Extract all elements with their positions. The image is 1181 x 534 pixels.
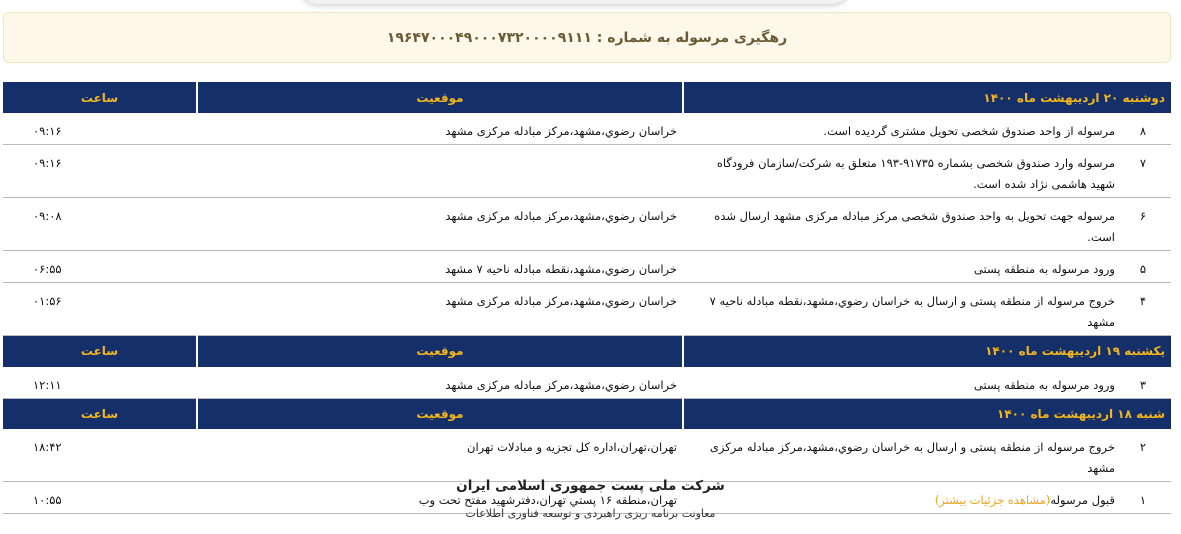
event-time: ۱۰:۵۵ (3, 482, 197, 514)
event-description: ورود مرسوله به منطقه پستی (973, 377, 1115, 392)
event-description-wrap (695, 437, 1115, 479)
event-row (3, 251, 1171, 283)
event-row (3, 429, 1171, 482)
footer-company-name: شرکت ملی پست جمهوری اسلامی ایران (456, 478, 725, 494)
event-description: مرسوله وارد صندوق شخصی بشماره ۹۱۷۳۵-۱۹۳ متعلق به شرکت/سازمان فرودگاه شهید هاشمی نژاد شده است. (716, 156, 1115, 191)
location-column-header: موقعیت (197, 398, 683, 429)
event-description-cell (683, 145, 1171, 198)
day-date: شنبه ۱۸ اردیبهشت ماه ۱۴۰۰ (683, 398, 1171, 429)
event-row (3, 283, 1171, 336)
event-location: خراسان رضوي،مشهد،مرکز مبادله مرکزی مشهد (197, 198, 683, 251)
tracking-table (3, 82, 1171, 514)
event-number: ۱ (1139, 493, 1147, 507)
event-description: مرسوله جهت تحویل به واحد صندوق شخصی مرکز مبادله مرکزی مشهد ارسال شده است. (714, 209, 1115, 244)
event-description-cell (683, 429, 1171, 482)
tracking-title: رهگیری مرسوله به شماره : ۱۹۶۴۷۰۰۰۴۹۰۰۰۷۳۲۰۰۰۰۹۱۱۱ (386, 29, 788, 46)
event-time: ۰۹:۱۶ (3, 145, 197, 198)
event-time: ۱۲:۱۱ (3, 367, 197, 399)
event-location (197, 145, 683, 198)
event-location: تهران،تهران،اداره کل تجزیه و مبادلات تهران (197, 429, 683, 482)
event-description-wrap (695, 153, 1115, 195)
event-description: خروج مرسوله از منطقه پستی و ارسال به خراسان رضوي،مشهد،مرکز مبادله مرکزی مشهد (709, 440, 1115, 475)
event-description-cell (683, 251, 1171, 283)
event-description-wrap (695, 291, 1115, 333)
event-row (3, 367, 1171, 399)
day-date: یکشنبه ۱۹ اردیبهشت ماه ۱۴۰۰ (683, 336, 1171, 367)
event-row (3, 113, 1171, 145)
time-column-header: ساعت (80, 90, 119, 105)
event-row (3, 145, 1171, 198)
footer-department: معاونت برنامه ریزی راهبردی و توسعه فناوری اطلاعات (465, 507, 716, 520)
day-date: دوشنبه ۲۰ اردیبهشت ماه ۱۴۰۰ (683, 82, 1171, 113)
tracking-table-container (3, 82, 1171, 514)
event-row (3, 198, 1171, 251)
tracking-header (3, 12, 1171, 63)
event-location: خراسان رضوي،مشهد،مرکز مبادله مرکزی مشهد (197, 283, 683, 336)
day-header-row (3, 336, 1171, 367)
event-number: ۲ (1139, 440, 1147, 454)
event-time: ۰۹:۰۸ (3, 198, 197, 251)
location-column-header: موقعیت (197, 82, 683, 113)
event-location: خراسان رضوي،مشهد،مرکز مبادله مرکزی مشهد (197, 367, 683, 399)
event-description-wrap (695, 375, 1115, 396)
location-column-header: موقعیت (197, 336, 683, 367)
event-description: قبول مرسوله (1050, 493, 1115, 507)
event-description-wrap (695, 259, 1115, 280)
event-number: ۶ (1139, 209, 1147, 223)
event-description: خروج مرسوله از منطقه پستی و ارسال به خراسان رضوي،مشهد،نقطه مبادله ناحیه ۷ مشهد (709, 294, 1115, 329)
event-number: ۴ (1139, 294, 1147, 308)
more-details-link[interactable]: (مشاهده جزئیات بیشتر) (934, 493, 1051, 507)
event-description: ورود مرسوله به منطقه پستی (973, 262, 1115, 276)
event-description: مرسوله از واحد صندوق شخصی تحویل مشتری گردیده است. (823, 124, 1115, 138)
event-number: ۷ (1139, 156, 1147, 170)
event-description-cell (683, 367, 1171, 399)
event-description-cell (683, 113, 1171, 145)
event-time: ۰۶:۵۵ (3, 251, 197, 283)
event-location: خراسان رضوي،مشهد،مرکز مبادله مرکزی مشهد (197, 113, 683, 145)
event-time: ۰۱:۵۶ (3, 283, 197, 336)
event-location: تهران،منطقه ۱۶ پستي تهران،دفترشهید مفتح تحت وب (197, 482, 683, 514)
event-description-wrap (695, 121, 1115, 142)
event-description-cell (683, 198, 1171, 251)
event-number: ۸ (1139, 124, 1147, 138)
event-description-wrap (695, 206, 1115, 248)
time-column-header: ساعت (80, 406, 119, 421)
day-header-row (3, 398, 1171, 429)
top-shadow-decoration (300, 0, 850, 4)
event-time: ۰۹:۱۶ (3, 113, 197, 145)
event-location: خراسان رضوي،مشهد،نقطه مبادله ناحیه ۷ مشهد (197, 251, 683, 283)
day-header-row (3, 82, 1171, 113)
footer (0, 478, 1181, 520)
time-column-header: ساعت (80, 344, 119, 359)
event-number: ۵ (1139, 262, 1147, 276)
event-number: ۳ (1139, 377, 1147, 392)
event-description-cell (683, 283, 1171, 336)
event-time: ۱۸:۴۲ (3, 429, 197, 482)
